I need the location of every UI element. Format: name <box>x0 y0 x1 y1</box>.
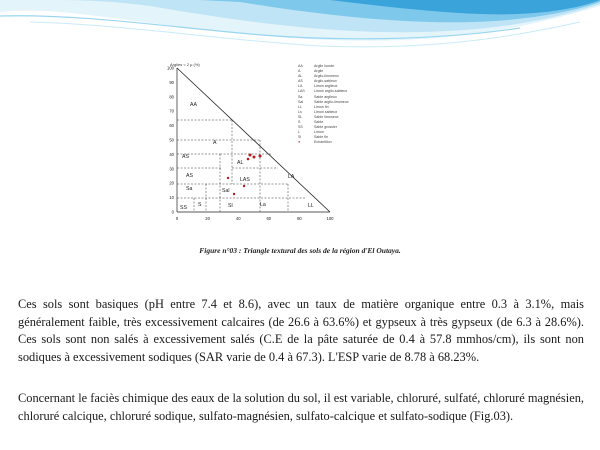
region-label: S <box>198 202 202 208</box>
region-label: Sal <box>222 188 230 194</box>
legend-label: Sable grossier <box>314 125 337 130</box>
legend-code: SL <box>298 114 303 119</box>
legend-label: Argilo-limoneux <box>314 74 339 79</box>
x-axis-ticks <box>176 216 334 221</box>
region-labels <box>180 99 314 211</box>
legend-label: Sable <box>314 120 324 125</box>
x-tick-label: 80 <box>297 216 302 221</box>
y-tick-label: 90 <box>169 79 174 85</box>
sample-dot <box>243 185 245 187</box>
sample-dot <box>249 154 252 157</box>
sample-dot <box>247 158 250 161</box>
region-label: La <box>260 202 266 208</box>
region-label: LA <box>288 174 295 180</box>
y-tick-label: 40 <box>169 151 174 157</box>
y-axis-title: Argiles < 2 µ (%) <box>170 62 200 67</box>
class-boundaries <box>177 120 305 212</box>
legend-label: Limon <box>314 130 324 135</box>
legend-code: A <box>298 69 301 74</box>
x-tick-label: 40 <box>235 216 241 221</box>
legend-label: Sable argileux <box>314 94 337 99</box>
sample-dot <box>253 156 256 159</box>
region-label: Sl <box>228 203 233 209</box>
y-tick-label: 0 <box>171 209 174 215</box>
legend-code: Sa <box>298 94 303 99</box>
legend-code: Sl <box>298 135 302 140</box>
legend-code: SS <box>298 125 303 130</box>
y-tick-label: 60 <box>169 123 174 129</box>
legend-code: Ls <box>298 109 302 114</box>
x-tick-label: 60 <box>266 216 272 221</box>
y-tick-label: 20 <box>169 180 174 186</box>
x-tick-label: 0 <box>175 216 179 221</box>
legend-entry <box>298 140 388 145</box>
region-label: AS <box>182 154 189 160</box>
sample-dot <box>259 155 262 158</box>
y-tick-label: 70 <box>169 108 174 114</box>
region-label: LAS <box>240 177 250 183</box>
y-tick-label: 30 <box>169 166 174 172</box>
region-label: SS <box>180 205 187 211</box>
y-tick-label: 100 <box>167 65 174 71</box>
legend-label: Limon argilo-sableux <box>314 89 348 94</box>
legend-label: Sable argilo-limoneux <box>314 99 349 104</box>
paragraph-soil-properties: Ces sols sont basiques (pH entre 7.4 et 8.6), avec un taux de matière organique entre 0.3 à 3.1%, mais généralement faible, très excessivement calcaires (de 26.6 à 63.6%) et gypseux à très gypseux (de 6.3 à 28.6%). Ces sols sont non salés à excessivement salés (C.E de la pâte saturée de 0.4 à 57.8 mmhos/cm), ils sont non sodiques à excessivement sodiques (SAR varie de 0.4 à 67.3). L'ESP varie de 8.78 à 68.23%. <box>18 297 584 364</box>
x-tick-label: 20 <box>205 216 210 221</box>
y-tick-label: 10 <box>169 195 174 201</box>
region-label: AL <box>237 160 244 166</box>
legend-code: S <box>298 120 301 125</box>
header-wave-decoration <box>0 0 600 62</box>
legend-label: Echantillon <box>314 140 332 145</box>
y-axis-ticks <box>167 66 175 215</box>
legend-code: AL <box>298 74 303 79</box>
legend-label: Limon sableux <box>314 109 338 114</box>
legend-label: Limon fin <box>314 104 329 109</box>
legend-label: Sable fin <box>314 135 328 140</box>
figure-legend <box>298 64 388 154</box>
legend-label: Sable limoneux <box>314 114 339 119</box>
region-label: A <box>213 140 217 146</box>
x-tick-label: 100 <box>326 216 334 221</box>
region-label: LL <box>308 203 314 209</box>
legend-code: LL <box>298 104 302 109</box>
paragraph-chemical-facies: Concernant le faciès chimique des eaux de la solution du sol, il est variable, chloruré, sulfaté, chloruré magnésien, chloruré calcique, chloruré sodique, sulfato-magnésien, sulfato-calcique et sulfato-sodique (Fig.03). <box>18 391 584 423</box>
legend-label: Argile lourde <box>314 64 335 68</box>
sample-dot <box>233 193 235 195</box>
legend-label: Limon argileux <box>314 84 338 89</box>
figure-caption: Figure n°03 : Triangle textural des sols de la région d'El Outaya. <box>199 246 401 255</box>
legend-code: AS <box>298 79 303 84</box>
legend-code: LA <box>298 84 303 89</box>
legend-label: Argilo-sableux <box>314 79 337 84</box>
legend-code: L <box>298 130 300 135</box>
region-label: Sa <box>186 186 193 192</box>
legend-code: LAS <box>298 89 305 94</box>
y-tick-label: 80 <box>169 94 174 100</box>
legend-code: AA <box>298 64 303 68</box>
sample-dot <box>227 177 229 179</box>
legend-code: ● <box>298 140 301 145</box>
y-tick-label: 50 <box>169 137 174 143</box>
legend-label: Argile <box>314 69 324 74</box>
region-label: AS <box>186 173 193 179</box>
legend-code: Sal <box>298 99 304 104</box>
region-label: AA <box>190 102 197 108</box>
